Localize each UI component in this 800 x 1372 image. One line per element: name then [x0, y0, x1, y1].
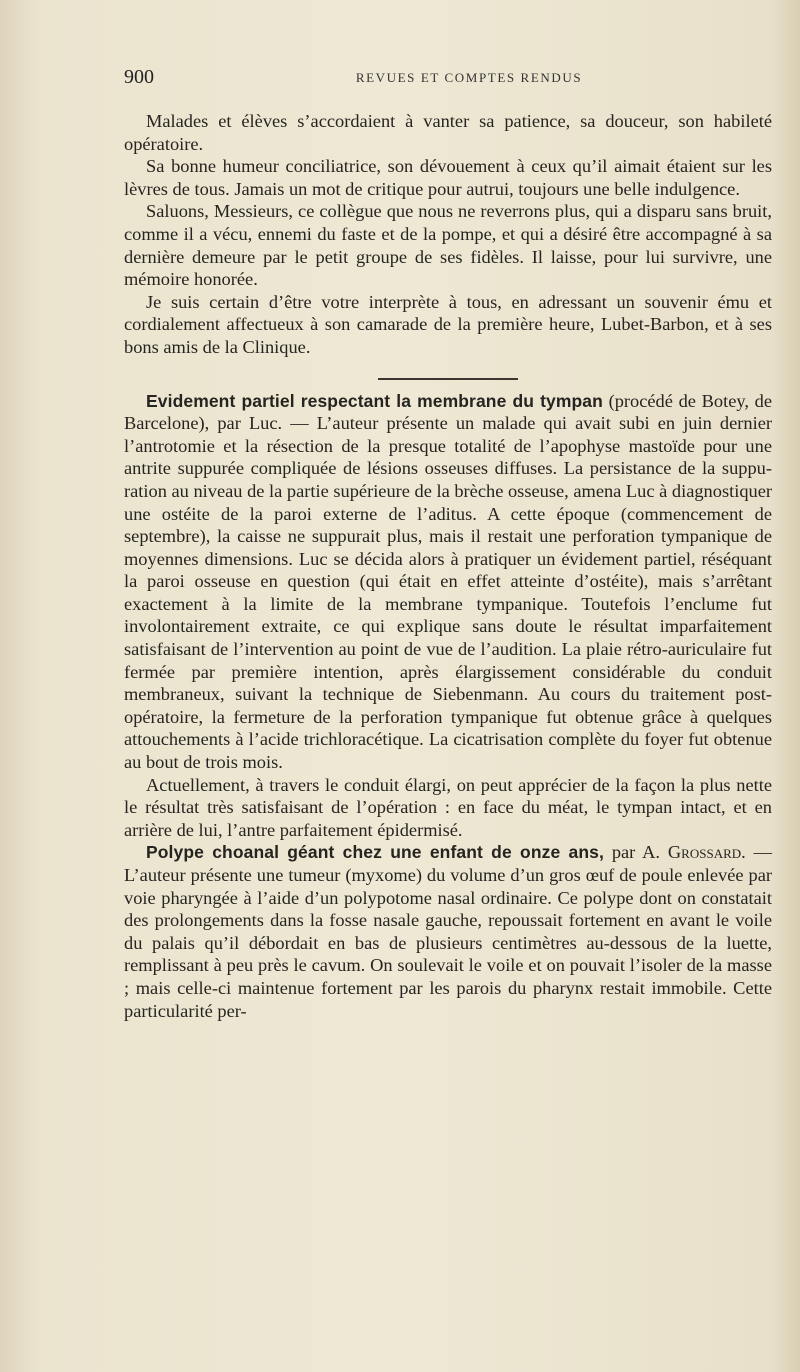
- obituary-paragraph: Saluons, Messieurs, ce collègue que nous ne reverrons plus, qui a disparu sans bruit, comme il a vécu, ennemi du faste et de la pompe, et qui a désiré être accompagné à sa dernière demeure par le petit groupe de ses fidèles. Il laisse, pour lui survivre, une mémoire honorée.: [124, 201, 772, 290]
- article-evidement-paragraph: [124, 390, 772, 774]
- running-head: REVUES ET COMPTES RENDUS: [355, 70, 583, 85]
- page-header: [124, 64, 774, 94]
- article-polype-author: Grossard: [667, 842, 742, 863]
- obituary-paragraph: Malades et élèves s’accordaient à vanter sa patience, sa douceur, son habileté opératoire.: [124, 111, 772, 154]
- article-title-evidement: Evidement partiel respectant la membrane du tympan: [146, 390, 603, 411]
- page-number: 900: [124, 66, 154, 88]
- article-polype-body: . — L’auteur présente une tumeur (myxome) du volume d’un gros œuf de poule enlevée par voie pharyngée à l’aide d’un polypotome nasal ordinaire. Ce polype dont on constatait des prolongements dans la fosse nasale gauche, repoussait fortement en avant le voile du palais qu’il débordait en bas de plusieurs centimètres au-dessous de la luette, remplissant à peu près le cavum. On soulevait le voile et on pouvait l’isoler de la masse ; mais celle-ci maintenue fortement par les parois du pharynx restait immobile. Cette particularité per-: [124, 842, 773, 1021]
- obituary-paragraph: Sa bonne humeur conciliatrice, son dévouement à ceux qu’il aimait étaient sur les lèvres de tous. Jamais un mot de critique pour autrui, toujours une belle indulgence.: [124, 156, 772, 199]
- article-evidement-body: (procédé de Botey, de Barcelone), par Luc. — L’auteur présente un malade qui avait subi en juin dernier l’antrotomie et la résection de la presque totalité de l’apophyse mastoïde pour une antrite suppurée compliquée de lésions osseuses diffuses. La persistance de la suppuration au niveau de la partie supérieure de la brèche osseuse, amena Luc à diagnostiquer une ostéite de la paroi externe de l’aditus. A cette époque (commencement de septembre), la caisse ne suppurait plus, mais il restait une perforation tympanique de moyennes dimensions. Luc se décida alors à pratiquer un évidement partiel, réséquant la paroi osseuse en question (qui était en effet atteinte d’ostéite), mais s’arrêtant exactement à la limite de la membrane tympanique. Toutefois l’enclume fut involontairement extraite, ce qui explique sans doute le résultat imparfaitement satisfaisant de l’intervention au point de vue de l’audition. La plaie rétro-auriculaire fut fermée par première intention, après élargissement considérable du conduit membraneux, suivant la technique de Siebenmann. Au cours du traitement post-opératoire, la fermeture de la perforation tympanique fut obtenue grâce à quelques attouchements à l’acide trichloracétique. La cicatrisation complète du foyer fut obtenue au bout de trois mois.: [124, 390, 772, 773]
- section-divider: [378, 378, 518, 380]
- page-body: [124, 110, 772, 1022]
- article-title-polype: Polype choanal géant chez une enfant de onze ans,: [146, 842, 604, 863]
- article-evidement-paragraph-2: Actuellement, à travers le conduit élargi, on peut apprécier de la façon la plus nette le résultat très satisfaisant de l’opération : en face du méat, le tympan intact, et en arrière de lui, l’antre parfaitement épidermisé.: [124, 774, 772, 840]
- article-polype-author-prefix: par A.: [603, 842, 668, 863]
- article-polype-paragraph: [124, 841, 772, 1022]
- obituary-paragraph: Je suis certain d’être votre interprète à tous, en adressant un souvenir ému et cordialement affectueux à son camarade de la première heure, Lubet-Barbon, et à ses bons amis de la Clinique.: [124, 291, 772, 357]
